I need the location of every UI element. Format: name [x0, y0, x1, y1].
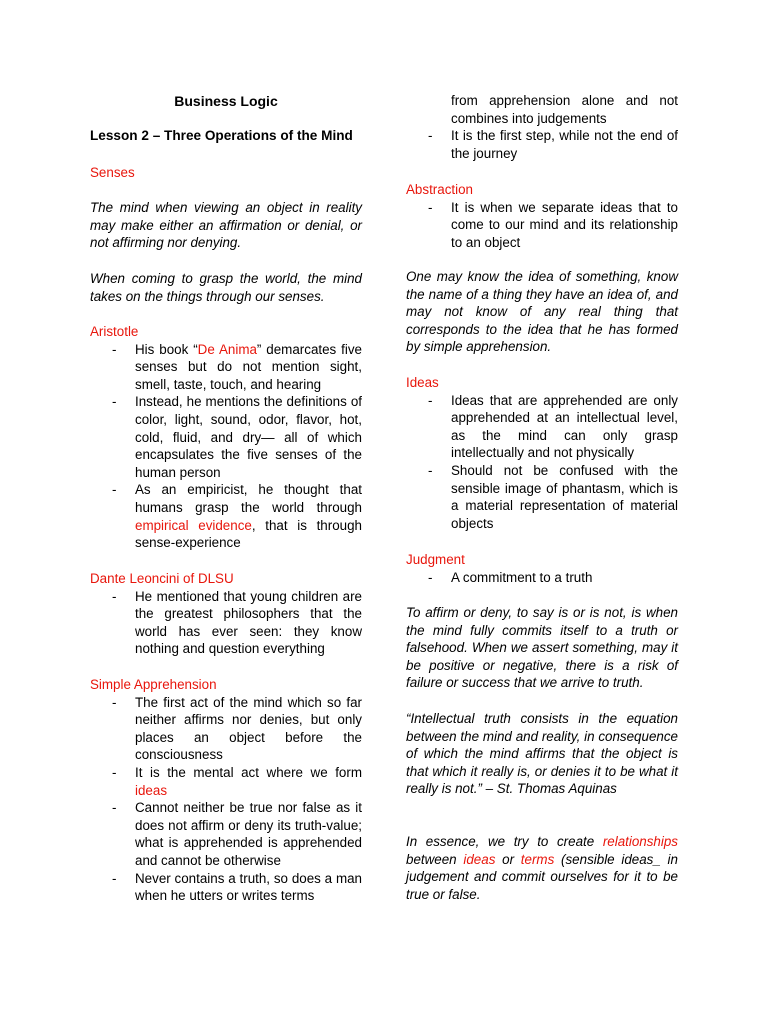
list-item	[406, 127, 678, 162]
judgment-paragraph-block-1	[406, 604, 678, 692]
item-text: It is the first step, while not the end of the journey	[451, 128, 678, 161]
section-judgment	[406, 551, 678, 586]
ideas-list	[406, 392, 678, 533]
aquinas-quote: “Intellectual truth consists in the equation between the mind and reality, in consequence of which the mind affirms that the object is that which it really is, or denies it to be what it really is not.” – St. Thomas Aquinas	[406, 711, 678, 797]
item-text: A commitment to a truth	[451, 569, 593, 585]
dash-bullet: -	[112, 764, 117, 780]
section-abstraction	[406, 181, 678, 251]
list-item	[90, 588, 362, 658]
item-text: Never contains a truth, so does a man when he utters or writes terms	[135, 870, 362, 904]
lesson-title: Lesson 2 – Three Operations of the Mind	[90, 128, 353, 143]
simple-apprehension-list	[90, 694, 362, 905]
dash-bullet: -	[428, 199, 433, 215]
highlight-text: ideas	[135, 782, 168, 798]
section-heading: Aristotle	[90, 324, 139, 339]
list-item-continuation: from apprehension alone and not combines into judgements	[451, 93, 678, 126]
dash-bullet: -	[428, 569, 433, 585]
senses-paragraph-2: When coming to grasp the world, the mind takes on the things through our senses.	[90, 271, 362, 304]
list-item	[90, 341, 362, 394]
para-text: In essence, we try to create	[406, 834, 603, 849]
item-text: His book “	[135, 341, 198, 357]
judgment-paragraph-block-2	[406, 710, 678, 798]
dash-bullet: -	[112, 341, 117, 357]
judgment-paragraph-3	[406, 833, 678, 903]
item-text: It is when we separate ideas that to come to our mind and its relationship to an object	[451, 199, 678, 250]
section-heading: Dante Leoncini of DLSU	[90, 571, 234, 586]
item-text: Should not be confused with the sensible image of phantasm, which is a material representation of material objects	[451, 462, 678, 531]
list-item	[406, 392, 678, 462]
abstraction-paragraph: One may know the idea of something, know the name of a thing they have an idea of, and may not know of any real thing that corresponds to the idea that he has formed by simple apprehension.	[406, 269, 678, 355]
item-text: The first act of the mind which so far neither affirms nor denies, but only places an object before the consciousness	[135, 694, 362, 763]
dash-bullet: -	[428, 128, 433, 144]
aristotle-list	[90, 341, 362, 552]
item-text: Cannot neither be true nor false as it does not affirm or deny its truth-value; what is apprehended is apprehended and cannot be otherwise	[135, 800, 362, 868]
item-text: Instead, he mentions the definitions of color, light, sound, odor, flavor, hot, cold, fluid, and dry— all of which encapsulates the five senses of the human person	[135, 394, 362, 480]
item-text: Ideas that are apprehended are only apprehended at an intellectual level, as the mind can only grasp intellectually and not physically	[451, 392, 678, 461]
dash-bullet: -	[112, 394, 117, 410]
list-item	[406, 199, 678, 252]
judgment-paragraph-1: To affirm or deny, to say is or is not, is when the mind fully commits itself to a truth or falsehood. When we assert something, may it be positive or negative, there is a risk of failure or success that we arrive to truth.	[406, 605, 678, 691]
para-text: between	[406, 851, 464, 867]
document-title: Business Logic	[174, 93, 278, 109]
section-dante	[90, 570, 362, 658]
judgment-list	[406, 569, 678, 587]
dash-bullet: -	[112, 482, 117, 498]
list-item	[406, 462, 678, 532]
abstraction-paragraph-block	[406, 268, 678, 356]
dash-bullet: -	[428, 462, 433, 478]
highlight-text: relationships	[602, 834, 678, 849]
item-text: , that is through sense-experience	[135, 517, 362, 551]
abstraction-list	[406, 199, 678, 252]
highlight-text: ideas	[463, 851, 496, 867]
dash-bullet: -	[428, 392, 433, 408]
highlight-text: terms	[520, 851, 555, 867]
section-aristotle	[90, 323, 362, 552]
section-senses	[90, 164, 362, 182]
simple-apprehension-list-cont	[406, 127, 678, 162]
section-ideas	[406, 374, 678, 532]
list-item	[90, 694, 362, 764]
senses-paragraph-block	[90, 199, 362, 252]
item-text: He mentioned that young children are the greatest philosophers that the world has ever seen: they know nothing and question everything	[135, 588, 362, 657]
section-heading: Simple Apprehension	[90, 677, 217, 692]
dash-bullet: -	[112, 870, 117, 886]
highlight-text: empirical evidence	[135, 517, 252, 533]
senses-paragraph-1: The mind when viewing an object in reality may make either an affirmation or denial, or not affirming nor denying.	[90, 200, 362, 251]
para-text: (sensible ideas_ in judgement and commit ourselves for it to be true or false.	[406, 851, 678, 902]
list-item	[90, 764, 362, 799]
section-heading: Senses	[90, 165, 135, 180]
simple-apprehension-continued	[406, 92, 678, 162]
dante-list	[90, 588, 362, 658]
list-item	[90, 799, 362, 869]
section-heading: Abstraction	[406, 182, 473, 197]
highlight-text: De Anima	[197, 341, 257, 357]
item-text: It is the mental act where we form	[135, 764, 362, 780]
judgment-paragraph-block-3	[406, 833, 678, 903]
list-item	[90, 481, 362, 551]
dash-bullet: -	[112, 800, 117, 816]
dash-bullet: -	[112, 588, 117, 604]
item-text: ” demarcates five senses but do not mention sight, smell, taste, touch, and hearing	[135, 341, 363, 392]
dash-bullet: -	[112, 694, 117, 710]
section-heading: Judgment	[406, 552, 465, 567]
list-item	[90, 870, 362, 905]
para-text: or	[495, 851, 521, 867]
senses-paragraph-block-2	[90, 270, 362, 305]
section-simple-apprehension	[90, 676, 362, 905]
list-item	[90, 393, 362, 481]
section-heading: Ideas	[406, 375, 439, 390]
list-item	[406, 569, 678, 587]
item-text: As an empiricist, he thought that humans grasp the world through	[135, 482, 362, 515]
